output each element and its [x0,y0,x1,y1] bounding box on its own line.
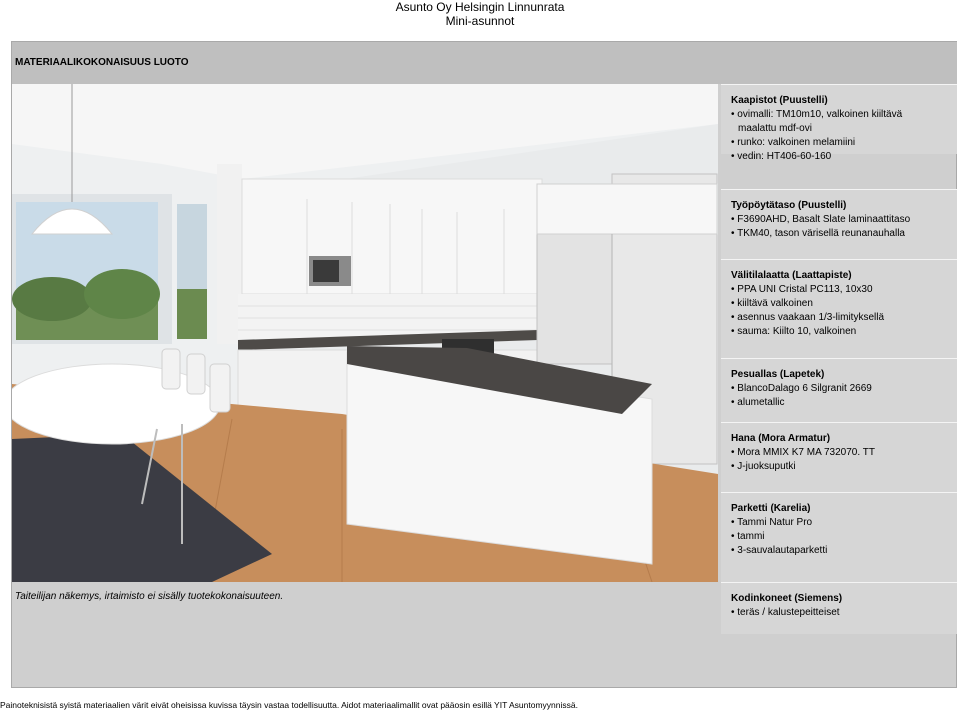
spec-item: • PPA UNI Cristal PC113, 10x30 [731,284,873,295]
project-subtitle: Mini-asunnot [445,14,515,28]
image-caption: Taiteilijan näkemys, irtaimisto ei sisälly tuotekokonaisuuteen. [15,591,284,602]
spec-item: • TKM40, tason värisellä reunanauhalla [731,228,905,239]
material-spec-list [721,84,957,634]
spec-item: • 3-sauvalautaparketti [731,545,828,556]
spec-item: • asennus vaakaan 1/3-limityksellä [731,312,885,323]
spec-item: • F3690AHD, Basalt Slate laminaattitaso [731,214,911,225]
spec-item: • Mora MMIX K7 MA 732070. TT [731,447,875,458]
spec-section-faucet [721,422,957,502]
spec-section-worktop [721,189,957,259]
spec-item: • alumetallic [731,397,785,408]
spec-section-backsplash-tile [721,259,957,358]
spec-item: • sauma: Kiilto 10, valkoinen [731,326,857,337]
spec-item: • tammi [731,531,765,542]
spec-item: • vedin: HT406-60-160 [731,151,832,162]
spec-section-parquet [721,492,957,582]
spec-item: • Tammi Natur Pro [731,517,813,528]
spec-title: Hana (Mora Armatur) [731,433,831,444]
spec-item: • kiiltävä valkoinen [731,298,813,309]
spec-title: Välitilalaatta (Laattapiste) [731,270,852,281]
page-title: MATERIAALIKOKONAISUUS LUOTO [15,57,189,68]
spec-item: • teräs / kalustepeitteiset [731,607,840,618]
kitchen-render-image [12,84,718,582]
spec-item: • ovimalli: TM10m10, valkoinen kiiltävä [731,109,903,120]
spec-item: • BlancoDalago 6 Silgranit 2669 [731,383,872,394]
project-name: Asunto Oy Helsingin Linnunrata [395,0,565,14]
spec-title: Kodinkoneet (Siemens) [731,593,843,604]
spec-section-cabinets [721,84,957,162]
spec-item: • J-juoksuputki [731,461,796,472]
spec-title: Parketti (Karelia) [731,503,811,514]
spec-title: Työpöytätaso (Puustelli) [731,200,847,211]
spec-title: Kaapistot (Puustelli) [731,95,828,106]
spec-item: maalattu mdf-ovi [738,123,812,134]
spec-section-sink [721,358,957,422]
spec-item: • runko: valkoinen melamiini [731,137,856,148]
spec-title: Pesuallas (Lapetek) [731,369,825,380]
title-bar [12,42,957,84]
disclaimer-footer: Painoteknisistä syistä materiaalien värit eivät oheisissa kuvissa täysin vastaa todellisuutta. Aidot materiaalimallit ovat pääosin esillä YIT Asuntomyynnissä. [0,700,578,710]
spec-section-appliances [721,582,957,634]
